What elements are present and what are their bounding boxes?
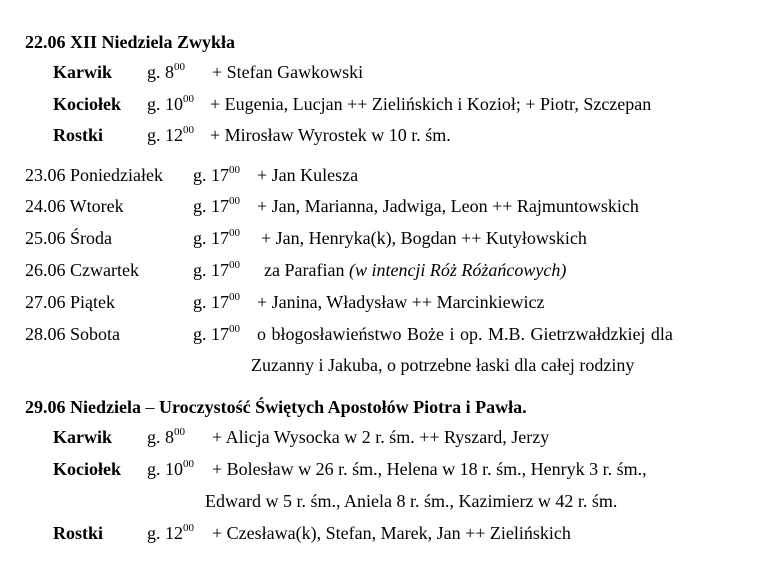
weekday-label: 26.06 Czwartek (25, 260, 139, 280)
intention-text: + Czesława(k), Stefan, Marek, Jan ++ Zielińskich (212, 523, 571, 543)
hour: g. 10 (147, 94, 183, 114)
hour-sup: 00 (174, 426, 185, 438)
hour-sup: 00 (229, 164, 240, 176)
hour-sup: 00 (183, 93, 194, 105)
weekday-label: 25.06 Środa (25, 228, 112, 248)
hour: g. 17 (193, 260, 229, 280)
place-label: Rostki (53, 523, 104, 543)
place-label: Rostki (53, 125, 104, 145)
mass-hour (147, 427, 185, 450)
heading-sunday-29-06 (25, 397, 527, 417)
heading-title: Uroczystość Świętych Apostołów Piotra i Pawła. (158, 397, 527, 417)
intention-text: + Eugenia, Lucjan ++ Zielińskich i Kozioł; + Piotr, Szczepan (210, 94, 652, 114)
hour: g. 17 (193, 165, 229, 185)
hour-sup: 00 (183, 124, 194, 136)
intention-continuation: Zuzanny i Jakuba, o potrzebne łaski dla całej rodziny (251, 355, 635, 375)
hour-sup: 00 (229, 259, 240, 271)
hour: g. 12 (147, 125, 183, 145)
hour-sup: 00 (183, 522, 194, 534)
hour-sup: 00 (229, 323, 240, 335)
weekday-label: 28.06 Sobota (25, 324, 121, 344)
heading-dash: – (145, 397, 155, 417)
hour: g. 12 (147, 523, 183, 543)
intention-continuation: Edward w 5 r. śm., Aniela 8 r. śm., Kazimierz w 42 r. śm. (205, 491, 618, 511)
place-label: Kociołek (53, 459, 121, 479)
intention-text (264, 260, 566, 280)
weekday-hour (193, 196, 240, 219)
hour: g. 17 (193, 292, 229, 312)
intention-text: + Janina, Władysław ++ Marcinkiewicz (257, 292, 545, 312)
intention-text: o błogosławieństwo Boże i op. M.B. Gietrzwałdzkiej dla (257, 324, 673, 344)
mass-row (53, 94, 121, 114)
place-label: Karwik (53, 62, 113, 82)
mass-row (53, 62, 112, 82)
mass-row (53, 125, 103, 145)
hour: g. 17 (193, 228, 229, 248)
weekday-hour (193, 292, 240, 315)
heading-date: 29.06 Niedziela (25, 397, 141, 417)
weekday-hour (193, 324, 240, 347)
intention-text: + Stefan Gawkowski (212, 62, 364, 82)
place-label: Karwik (53, 427, 113, 447)
intention-text: + Jan, Marianna, Jadwiga, Leon ++ Rajmuntowskich (257, 196, 639, 216)
hour-sup: 00 (229, 195, 240, 207)
hour: g. 8 (147, 427, 174, 447)
intention-text: + Jan, Henryka(k), Bogdan ++ Kutyłowskich (261, 228, 587, 248)
place-label: Kociołek (53, 94, 121, 114)
weekday-label: 23.06 Poniedziałek (25, 165, 163, 185)
hour: g. 8 (147, 62, 174, 82)
weekday-hour (193, 260, 240, 283)
mass-hour (147, 459, 194, 482)
intention-text: + Alicja Wysocka w 2 r. śm. ++ Ryszard, Jerzy (212, 427, 550, 447)
hour-sup: 00 (174, 61, 185, 73)
weekday-label: 27.06 Piątek (25, 292, 115, 312)
hour-sup: 00 (229, 291, 240, 303)
mass-hour (147, 94, 194, 117)
hour-sup: 00 (183, 458, 194, 470)
hour: g. 17 (193, 324, 229, 344)
heading-sunday-22-06: 22.06 XII Niedziela Zwykła (25, 32, 236, 52)
mass-hour (147, 125, 194, 148)
intention-main: za Parafian (264, 260, 345, 280)
hour: g. 10 (147, 459, 183, 479)
intention-text: + Jan Kulesza (257, 165, 359, 185)
intention-note: (w intencji Róż Różańcowych) (348, 260, 567, 280)
weekday-hour (193, 165, 240, 188)
mass-row (53, 427, 112, 447)
hour-sup: 00 (229, 227, 240, 239)
weekday-label: 24.06 Wtorek (25, 196, 124, 216)
intention-text: + Bolesław w 26 r. śm., Helena w 18 r. śm., Henryk 3 r. śm., (212, 459, 647, 479)
hour: g. 17 (193, 196, 229, 216)
weekday-hour (193, 228, 240, 251)
mass-row (53, 459, 121, 479)
intention-text: + Mirosław Wyrostek w 10 r. śm. (210, 125, 451, 145)
mass-row (53, 523, 103, 543)
mass-hour (147, 523, 194, 546)
mass-hour (147, 62, 185, 85)
